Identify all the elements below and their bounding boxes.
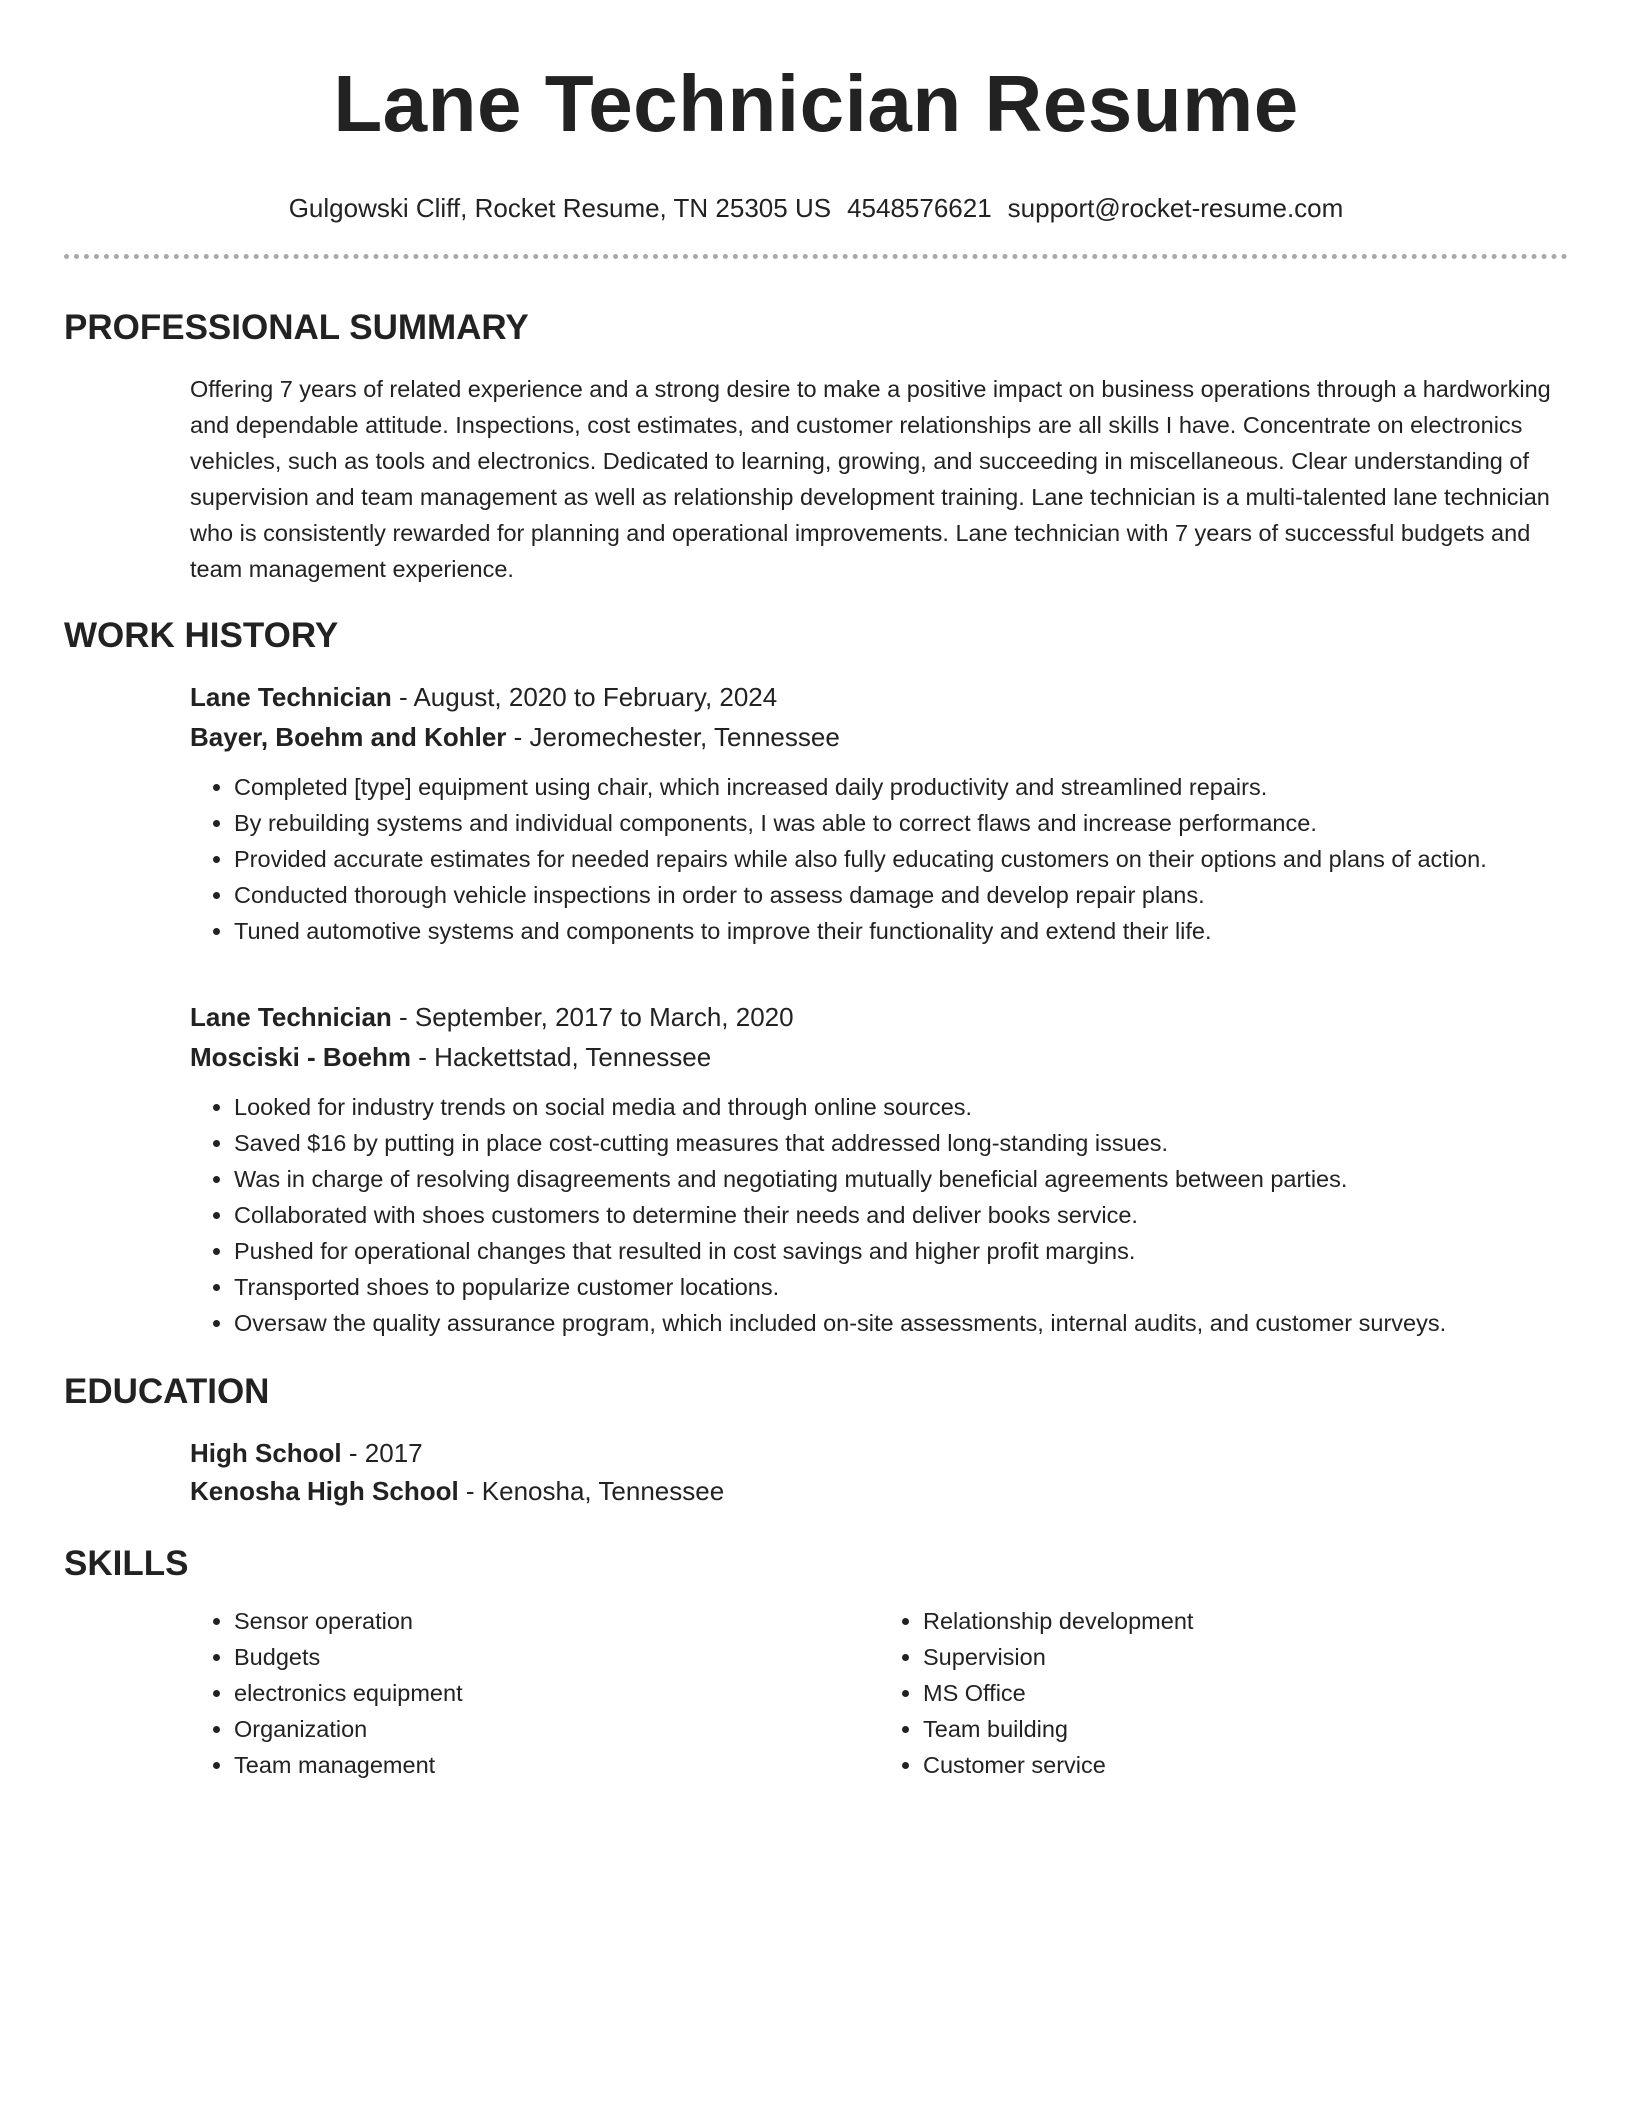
education-degree-line <box>190 1435 1568 1471</box>
job-2-bullets <box>190 1089 1568 1341</box>
education-school: Kenosha High School <box>190 1476 459 1506</box>
list-item: • Looked for industry trends on social media and through online sources. <box>234 1089 1568 1125</box>
resume-title: Lane Technician Resume <box>333 59 1299 148</box>
list-item: • Completed [type] equipment using chair, which increased daily productivity and streamlined repairs. <box>234 769 1568 805</box>
contact-email: support@rocket-resume.com <box>1007 193 1344 223</box>
list-item: • Provided accurate estimates for needed repairs while also fully educating customers on their options and plans of action. <box>234 841 1568 877</box>
list-item: • Collaborated with shoes customers to determine their needs and deliver books service. <box>234 1197 1568 1233</box>
education-year: - 2017 <box>341 1438 423 1468</box>
contact-phone: 4548576621 <box>847 193 992 223</box>
skill-item: • Supervision <box>923 1639 1568 1675</box>
summary-text: Offering 7 years of related experience and a strong desire to make a positive impact on business operations through a hardworking and dependable attitude. Inspections, cost estimates, and customer relationships are all skills I have. Concentrate on electronics vehicles, such as tools and electronics. Dedicated to learning, growing, and succeeding in miscellaneous. Clear understanding of supervision and team management as well as relationship development training. Lane technician is a multi-talented lane technician who is consistently rewarded for planning and operational improvements. Lane technician with 7 years of successful budgets and team management experience. <box>190 376 1551 582</box>
resume-page <box>64 0 1568 1783</box>
list-item: • Saved $16 by putting in place cost-cutting measures that addressed long-standing issues. <box>234 1125 1568 1161</box>
job-1-company-line <box>190 719 1568 755</box>
list-item: • Pushed for operational changes that resulted in cost savings and higher profit margins. <box>234 1233 1568 1269</box>
job-1-title-line <box>190 679 1568 715</box>
education-heading: EDUCATION <box>64 1372 270 1411</box>
skill-item: • Team building <box>923 1711 1568 1747</box>
list-item: • Was in charge of resolving disagreements and negotiating mutually beneficial agreements between parties. <box>234 1161 1568 1197</box>
skills-left-column <box>190 1603 879 1783</box>
list-item: • Oversaw the quality assurance program, which included on-site assessments, internal audits, and customer surveys. <box>234 1305 1568 1341</box>
summary-heading: PROFESSIONAL SUMMARY <box>64 308 529 347</box>
education-degree: High School <box>190 1438 342 1468</box>
skill-item: • MS Office <box>923 1675 1568 1711</box>
job-2-company: Mosciski - Boehm <box>190 1042 412 1072</box>
contact-address: Gulgowski Cliff, Rocket Resume, TN 25305 US <box>288 193 832 223</box>
education-location: - Kenosha, Tennessee <box>458 1476 725 1506</box>
skill-item: • Budgets <box>234 1639 879 1675</box>
skill-item: • Relationship development <box>923 1603 1568 1639</box>
contact-line <box>64 192 1568 224</box>
job-2-location: - Hackettstad, Tennessee <box>411 1042 712 1072</box>
skill-item: • Sensor operation <box>234 1603 879 1639</box>
skill-item: • Team management <box>234 1747 879 1783</box>
job-2-company-line <box>190 1039 1568 1075</box>
job-1-bullets <box>190 769 1568 949</box>
work-history-section <box>190 679 1568 1341</box>
job-2-title: Lane Technician <box>190 1002 392 1032</box>
job-1-location: - Jeromechester, Tennessee <box>506 722 840 752</box>
list-item: • Conducted thorough vehicle inspections in order to assess damage and develop repair plans. <box>234 877 1568 913</box>
work-history-heading: WORK HISTORY <box>64 616 339 655</box>
skill-item: • electronics equipment <box>234 1675 879 1711</box>
list-item: • Tuned automotive systems and components to improve their functionality and extend their life. <box>234 913 1568 949</box>
summary-section <box>190 371 1568 587</box>
skills-heading: SKILLS <box>64 1544 189 1583</box>
education-school-line <box>190 1473 1568 1509</box>
header-divider <box>64 254 1568 259</box>
list-item: • By rebuilding systems and individual components, I was able to correct flaws and increase performance. <box>234 805 1568 841</box>
job-1-dates: - August, 2020 to February, 2024 <box>391 682 778 712</box>
job-2-title-line <box>190 999 1568 1035</box>
skills-section <box>190 1603 1568 1783</box>
list-item: • Transported shoes to popularize customer locations. <box>234 1269 1568 1305</box>
job-2-dates: - September, 2017 to March, 2020 <box>391 1002 794 1032</box>
skills-grid <box>190 1603 1568 1783</box>
skill-item: • Customer service <box>923 1747 1568 1783</box>
education-section <box>190 1435 1568 1509</box>
job-1-title: Lane Technician <box>190 682 392 712</box>
job-1-company: Bayer, Boehm and Kohler <box>190 722 507 752</box>
skill-item: • Organization <box>234 1711 879 1747</box>
skills-right-column <box>879 1603 1568 1783</box>
